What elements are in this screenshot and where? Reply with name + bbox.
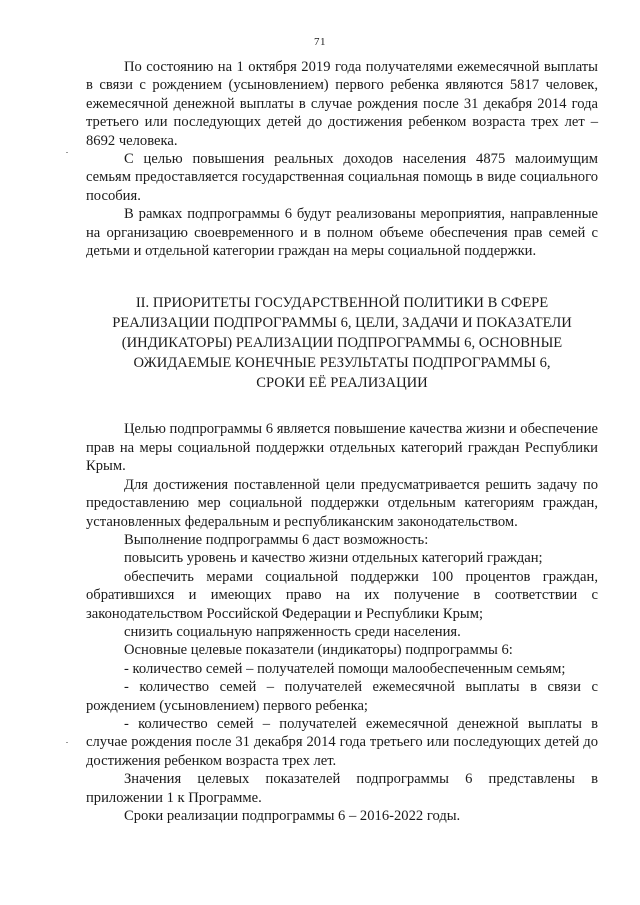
heading-line: РЕАЛИЗАЦИИ ПОДПРОГРАММЫ 6, ЦЕЛИ, ЗАДАЧИ И ПОКАЗАТЕЛИ	[112, 315, 572, 332]
paragraph: Для достижения поставленной цели предусматривается решить задачу по предоставлению мер социальной поддержки отдельным категориям граждан, установленных федеральным и республиканским законодательством.	[86, 476, 598, 530]
paragraph: Основные целевые показатели (индикаторы) подпрограммы 6:	[124, 642, 513, 659]
list-item: - количество семей – получателей помощи малообеспеченным семьям;	[124, 660, 566, 677]
heading-line: II. ПРИОРИТЕТЫ ГОСУДАРСТВЕННОЙ ПОЛИТИКИ В СФЕРЕ	[135, 295, 549, 312]
paragraph: По состоянию на 1 октября 2019 года получателями ежемесячной выплаты в связи с рождением (усыновлением) первого ребенка являются 5817 человек, ежемесячной денежной выплаты в случае рождения после 31 декабря 2014 года третьего или последующих детей до достижения ребенком возраста трех лет – 8692 человека.	[86, 59, 598, 149]
paragraph: Сроки реализации подпрограммы 6 – 2016-2022 годы.	[124, 808, 461, 824]
margin-mark	[66, 152, 68, 153]
list-item: - количество семей – получателей ежемесячной выплаты в связи с рождением (усыновлением) первого ребенка;	[86, 679, 598, 714]
section-heading	[86, 293, 598, 393]
paragraph: снизить социальную напряженность среди населения.	[124, 623, 461, 640]
margin-mark	[66, 742, 68, 743]
paragraph: Значения целевых показателей подпрограммы 6 представлены в приложении 1 к Программе.	[86, 771, 598, 806]
page-number: 71	[314, 36, 326, 48]
paragraph: С целью повышения реальных доходов населения 4875 малоимущим семьям предоставляется государственная социальная помощь в виде социального пособия.	[86, 151, 598, 204]
heading-line: СРОКИ ЕЁ РЕАЛИЗАЦИИ	[256, 375, 428, 392]
paragraph: Целью подпрограммы 6 является повышение качества жизни и обеспечение прав на меры социальной поддержки отдельных категорий граждан Республики Крым.	[86, 421, 598, 475]
paragraph: Выполнение подпрограммы 6 даст возможность:	[124, 531, 429, 548]
list-item: - количество семей – получателей ежемесячной денежной выплаты в случае рождения после 31 декабря 2014 года третьего или последующих детей до достижения ребенком возраста трех лет.	[86, 715, 598, 769]
intro-section	[86, 58, 598, 260]
paragraph: повысить уровень и качество жизни отдельных категорий граждан;	[124, 550, 543, 567]
heading-line: (ИНДИКАТОРЫ) РЕАЛИЗАЦИИ ПОДПРОГРАММЫ 6, ОСНОВНЫЕ	[121, 335, 563, 352]
heading-line: ОЖИДАЕМЫЕ КОНЕЧНЫЕ РЕЗУЛЬТАТЫ ПОДПРОГРАММЫ 6,	[133, 355, 551, 372]
document-body	[86, 58, 598, 825]
paragraph: В рамках подпрограммы 6 будут реализованы мероприятия, направленные на организацию своевременного и в полном объеме обеспечения прав семей с детьми и отдельной категории граждан на меры социальной поддержки.	[86, 206, 598, 260]
paragraph: обеспечить мерами социальной поддержки 100 процентов граждан, обратившихся и имеющих право на их получение в соответствии с законодательством Российской Федерации и Республики Крым;	[86, 568, 598, 622]
priorities-section	[86, 420, 598, 825]
